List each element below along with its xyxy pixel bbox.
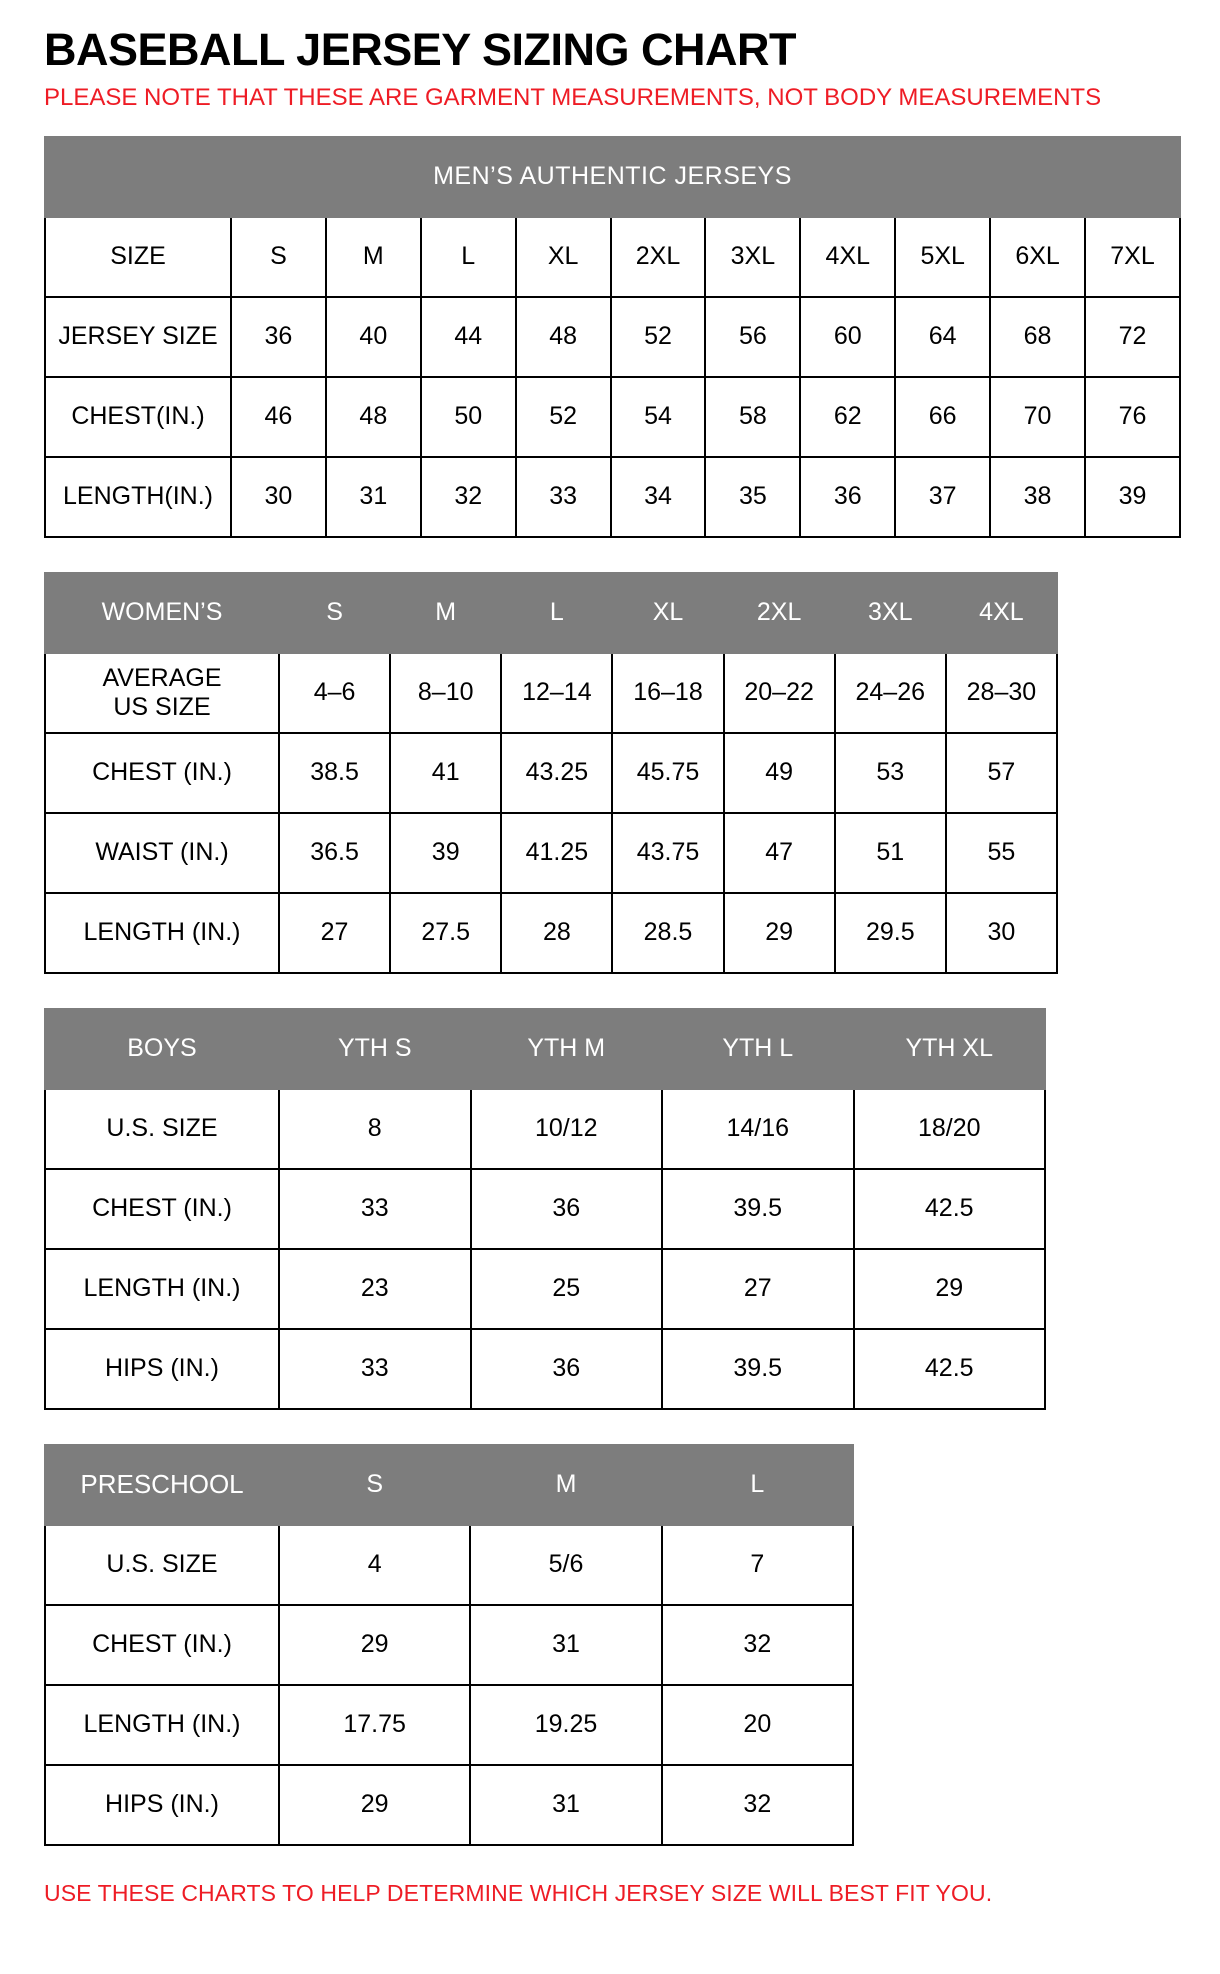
mens-col-header: S: [231, 217, 326, 297]
footer-note: USE THESE CHARTS TO HELP DETERMINE WHICH JERSEY SIZE WILL BEST FIT YOU.: [44, 1879, 993, 1906]
boys-corner-label: BOYS: [45, 1009, 279, 1089]
cell: 70: [990, 377, 1085, 457]
cell: 33: [279, 1169, 471, 1249]
row-label: HIPS (IN.): [45, 1329, 279, 1409]
cell: 64: [895, 297, 990, 377]
cell: 47: [724, 813, 835, 893]
cell: 39: [390, 813, 501, 893]
row-label: LENGTH (IN.): [45, 1249, 279, 1329]
row-label: CHEST (IN.): [45, 733, 279, 813]
cell: 57: [946, 733, 1057, 813]
preschool-col-header: L: [662, 1445, 853, 1525]
table-header-row: [45, 1009, 1045, 1089]
cell: 44: [421, 297, 516, 377]
cell: 32: [421, 457, 516, 537]
cell: 29: [724, 893, 835, 973]
cell: 50: [421, 377, 516, 457]
mens-sizing-table: [44, 136, 1181, 538]
cell: 72: [1085, 297, 1180, 377]
cell: 41: [390, 733, 501, 813]
womens-sizing-table: [44, 572, 1058, 974]
mens-banner: MEN’S AUTHENTIC JERSEYS: [45, 137, 1180, 217]
cell: 35: [705, 457, 800, 537]
row-label: CHEST (IN.): [45, 1605, 279, 1685]
cell: 31: [470, 1765, 661, 1845]
cell: 66: [895, 377, 990, 457]
cell: 37: [895, 457, 990, 537]
cell: 41.25: [501, 813, 612, 893]
cell: 17.75: [279, 1685, 470, 1765]
measurement-note: PLEASE NOTE THAT THESE ARE GARMENT MEASUREMENTS, NOT BODY MEASUREMENTS: [44, 84, 1102, 112]
cell: 27.5: [390, 893, 501, 973]
mens-col-header: 7XL: [1085, 217, 1180, 297]
mens-col-header: L: [421, 217, 516, 297]
mens-col-header: 4XL: [800, 217, 895, 297]
cell: 25: [471, 1249, 663, 1329]
cell: 4–6: [279, 653, 390, 733]
cell: 29: [854, 1249, 1046, 1329]
table-header-row: [45, 1445, 853, 1525]
cell: 5/6: [470, 1525, 661, 1605]
row-label: JERSEY SIZE: [45, 297, 231, 377]
row-label: WAIST (IN.): [45, 813, 279, 893]
cell: 30: [231, 457, 326, 537]
cell: 20: [662, 1685, 853, 1765]
table-row: [45, 297, 1180, 377]
cell: 55: [946, 813, 1057, 893]
cell: 60: [800, 297, 895, 377]
cell: 32: [662, 1765, 853, 1845]
table-row: [45, 813, 1057, 893]
mens-col-header: 5XL: [895, 217, 990, 297]
cell: 36.5: [279, 813, 390, 893]
womens-col-header: M: [390, 573, 501, 653]
table-row: [45, 1169, 1045, 1249]
cell: 54: [611, 377, 706, 457]
cell: 36: [800, 457, 895, 537]
cell: 38.5: [279, 733, 390, 813]
cell: 31: [470, 1605, 661, 1685]
table-header-row: [45, 137, 1180, 217]
womens-corner-label: WOMEN’S: [45, 573, 279, 653]
mens-corner-label: SIZE: [45, 217, 231, 297]
preschool-col-header: S: [279, 1445, 470, 1525]
cell: 51: [835, 813, 946, 893]
table-row: [45, 733, 1057, 813]
cell: 36: [471, 1169, 663, 1249]
cell: 48: [516, 297, 611, 377]
table-row: [45, 1765, 853, 1845]
row-label: U.S. SIZE: [45, 1525, 279, 1605]
cell: 33: [516, 457, 611, 537]
preschool-col-header: M: [470, 1445, 661, 1525]
table-row: [45, 217, 1180, 297]
table-row: [45, 1089, 1045, 1169]
mens-col-header: M: [326, 217, 421, 297]
boys-col-header: YTH XL: [854, 1009, 1046, 1089]
womens-col-header: 2XL: [724, 573, 835, 653]
cell: 28.5: [612, 893, 723, 973]
cell: 39: [1085, 457, 1180, 537]
cell: 29: [279, 1765, 470, 1845]
cell: 40: [326, 297, 421, 377]
cell: 24–26: [835, 653, 946, 733]
table-row: [45, 1605, 853, 1685]
preschool-corner-label: PRESCHOOL: [45, 1445, 279, 1525]
cell: 10/12: [471, 1089, 663, 1169]
cell: 36: [471, 1329, 663, 1409]
row-label: CHEST (IN.): [45, 1169, 279, 1249]
cell: 18/20: [854, 1089, 1046, 1169]
mens-col-header: 6XL: [990, 217, 1085, 297]
cell: 28: [501, 893, 612, 973]
cell: 52: [516, 377, 611, 457]
cell: 16–18: [612, 653, 723, 733]
cell: 7: [662, 1525, 853, 1605]
mens-col-header: 2XL: [611, 217, 706, 297]
table-row: [45, 457, 1180, 537]
cell: 42.5: [854, 1329, 1046, 1409]
cell: 43.75: [612, 813, 723, 893]
row-label: LENGTH(IN.): [45, 457, 231, 537]
table-row: [45, 893, 1057, 973]
cell: 20–22: [724, 653, 835, 733]
cell: 53: [835, 733, 946, 813]
cell: 46: [231, 377, 326, 457]
row-label: LENGTH (IN.): [45, 893, 279, 973]
cell: 28–30: [946, 653, 1057, 733]
cell: 76: [1085, 377, 1180, 457]
boys-sizing-table: [44, 1008, 1046, 1410]
boys-col-header: YTH M: [471, 1009, 663, 1089]
cell: 29.5: [835, 893, 946, 973]
womens-col-header: 3XL: [835, 573, 946, 653]
cell: 8: [279, 1089, 471, 1169]
boys-col-header: YTH S: [279, 1009, 471, 1089]
cell: 27: [662, 1249, 854, 1329]
boys-col-header: YTH L: [662, 1009, 854, 1089]
cell: 27: [279, 893, 390, 973]
cell: 49: [724, 733, 835, 813]
cell: 31: [326, 457, 421, 537]
cell: 39.5: [662, 1169, 854, 1249]
table-row: [45, 377, 1180, 457]
cell: 8–10: [390, 653, 501, 733]
table-header-row: [45, 573, 1057, 653]
cell: 45.75: [612, 733, 723, 813]
mens-col-header: XL: [516, 217, 611, 297]
cell: 30: [946, 893, 1057, 973]
preschool-sizing-table: [44, 1444, 854, 1846]
cell: 12–14: [501, 653, 612, 733]
womens-col-header: L: [501, 573, 612, 653]
cell: 29: [279, 1605, 470, 1685]
cell: 23: [279, 1249, 471, 1329]
cell: 56: [705, 297, 800, 377]
womens-col-header: 4XL: [946, 573, 1057, 653]
table-row: [45, 1249, 1045, 1329]
cell: 33: [279, 1329, 471, 1409]
cell: 19.25: [470, 1685, 661, 1765]
table-row: [45, 1685, 853, 1765]
row-label: CHEST(IN.): [45, 377, 231, 457]
cell: 34: [611, 457, 706, 537]
womens-col-header: XL: [612, 573, 723, 653]
page-title: BASEBALL JERSEY SIZING CHART: [44, 24, 796, 75]
mens-col-header: 3XL: [705, 217, 800, 297]
table-row: [45, 1329, 1045, 1409]
cell: 68: [990, 297, 1085, 377]
row-label: AVERAGE US SIZE: [45, 653, 279, 733]
row-label: HIPS (IN.): [45, 1765, 279, 1845]
womens-col-header: S: [279, 573, 390, 653]
cell: 4: [279, 1525, 470, 1605]
cell: 42.5: [854, 1169, 1046, 1249]
cell: 62: [800, 377, 895, 457]
table-row: [45, 1525, 853, 1605]
row-label: LENGTH (IN.): [45, 1685, 279, 1765]
table-row: [45, 653, 1057, 733]
cell: 43.25: [501, 733, 612, 813]
row-label: U.S. SIZE: [45, 1089, 279, 1169]
cell: 39.5: [662, 1329, 854, 1409]
cell: 32: [662, 1605, 853, 1685]
cell: 48: [326, 377, 421, 457]
cell: 36: [231, 297, 326, 377]
cell: 58: [705, 377, 800, 457]
cell: 52: [611, 297, 706, 377]
cell: 38: [990, 457, 1085, 537]
cell: 14/16: [662, 1089, 854, 1169]
